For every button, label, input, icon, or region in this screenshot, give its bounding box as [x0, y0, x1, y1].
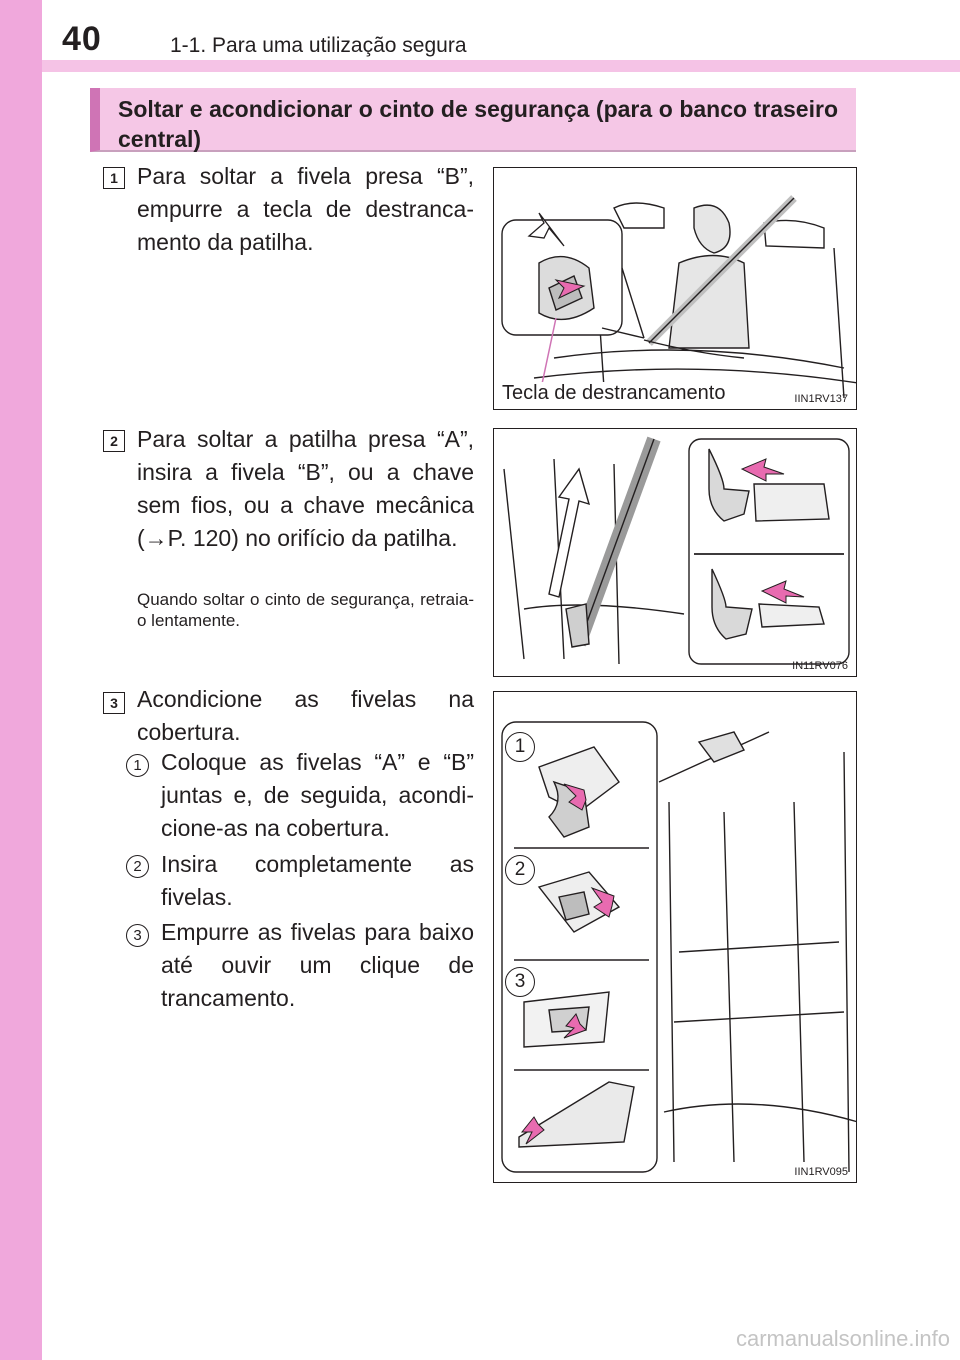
page-number: 40 [62, 20, 102, 58]
seat-belt-illustration [494, 168, 857, 410]
step-badge-2: 2 [103, 430, 125, 452]
step-2-note: Quando soltar o cinto de segurança, retraia-o lentamente. [137, 590, 474, 630]
figure-label-3: 3 [505, 967, 535, 997]
page-edge-tab [0, 0, 42, 1360]
figure-code: IIN1RV137 [794, 393, 848, 405]
figure-code: IIN1RV095 [794, 1166, 848, 1178]
buckle-stowing-illustration [494, 692, 857, 1183]
substep-2-number: 2 [126, 855, 149, 878]
step-badge-1: 1 [103, 167, 125, 189]
substep-1-text: Coloque as fivelas “A” e “B” juntas e, de seguida, acondicione-as na cobertura. [161, 749, 474, 841]
figure-stow-buckles [493, 691, 857, 1183]
step-2-text: Para soltar a patilha presa “A”, insira a fivela “B”, ou a chave sem fios, ou a chave mecânica (→P. 120) no orifício da patilha. [137, 426, 474, 551]
substep-2-text: Insira completamente as fivelas. [161, 851, 474, 910]
header-rule [42, 60, 960, 72]
figure-release-tongue [493, 428, 857, 677]
tongue-release-illustration [494, 429, 857, 677]
substep-1-number: 1 [126, 754, 149, 777]
unlock-button-callout: Tecla de destrancamento [502, 382, 726, 404]
figure-unlock-button [493, 167, 857, 410]
substep-3-text: Empurre as fivelas para baixo até ouvir um clique de trancamento. [161, 919, 474, 1011]
figure-code: IN11RV076 [792, 660, 848, 672]
substep-3-number: 3 [126, 924, 149, 947]
figure-label-1: 1 [505, 732, 535, 762]
watermark: carmanualsonline.info [735, 1326, 950, 1351]
procedure-title: Soltar e acondicionar o cinto de segurança (para o banco traseiro central) [90, 88, 856, 152]
step-3-text: Acondicione as fivelas na cobertura. [137, 686, 474, 745]
step-1-text: Para soltar a fivela presa “B”, empurre a tecla de destrancamento da patilha. [137, 163, 474, 255]
step-badge-3: 3 [103, 692, 125, 714]
figure-label-2: 2 [505, 855, 535, 885]
section-title: 1-1. Para uma utilização segura [170, 34, 467, 57]
